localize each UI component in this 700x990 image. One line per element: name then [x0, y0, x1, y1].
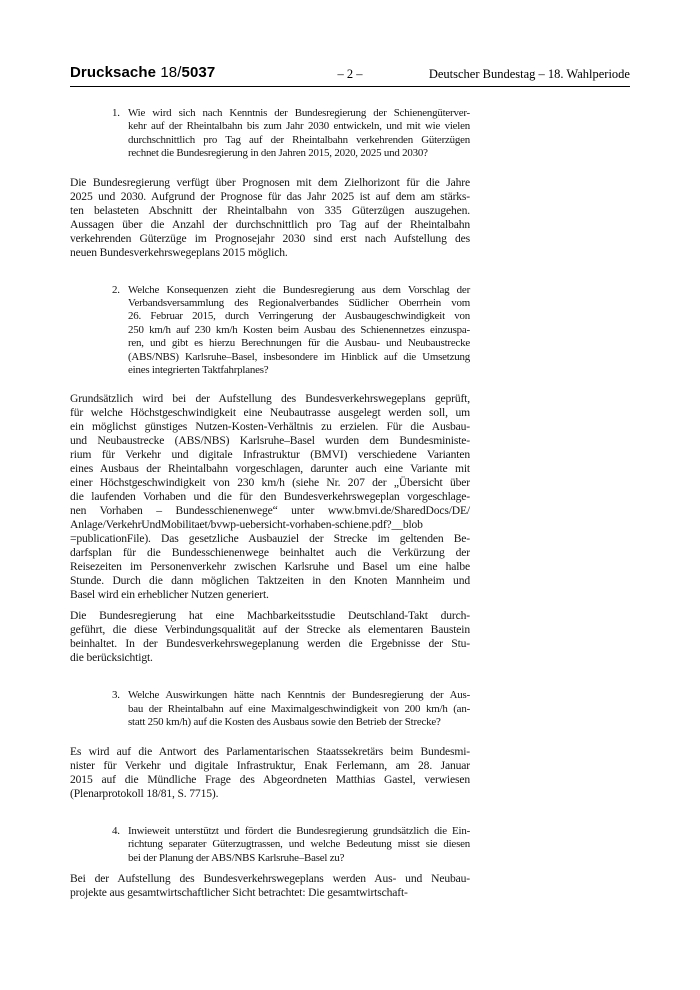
paragraph-line: Grundsätzlich wird bei der Aufstellung des Bundesverkehrswegeplans geprüft, — [70, 392, 470, 406]
paragraph-line: Anlage/VerkehrUndMobilitaet/bvwp-uebersicht-vorhaben-schiene.pdf?__blob — [70, 518, 423, 532]
question-line: eines integrierten Taktfahrplanes? — [128, 364, 269, 377]
document-body — [70, 86, 470, 900]
paragraph-line: darfsplan für die Bundesschienenwege beinhaltet auch die Verkürzung der — [70, 546, 470, 560]
question-number: 1. — [112, 107, 120, 119]
document-number-prefix: 18/ — [160, 64, 182, 81]
paragraph-line: 2025 und 2030. Aufgrund der Prognose für das Jahr 2025 ist auf dem am stärks- — [70, 189, 470, 203]
paragraph-line: rium für Verkehr und digitale Infrastruktur (BMVI) verschiedene Varianten — [70, 448, 470, 462]
question-block — [112, 689, 470, 729]
paragraph-block — [70, 872, 470, 900]
paragraph-line: =publicationFile). Das gesetzliche Ausbauziel der Strecke im geltenden Be- — [70, 532, 470, 546]
paragraph-line: beinhaltet. In der Bundesverkehrswegeplanung werden die Ergebnisse der Stu- — [70, 637, 470, 651]
question-number: 3. — [112, 689, 120, 702]
paragraph-line: Stunde. Durch die dann möglichen Taktzeiten in den Knoten Mannheim und — [70, 574, 470, 588]
paragraph-line: die berücksichtigt. — [70, 651, 153, 665]
paragraph-line: eines Ausbaus der Rheintalbahn vorgeschlagen, darunter auch eine Variante mit — [70, 462, 470, 476]
question-block — [112, 284, 470, 378]
page-number: – 2 – — [337, 67, 363, 81]
paragraph-line: Es wird auf die Antwort des Parlamentarischen Staatssekretärs beim Bundesmi- — [70, 744, 470, 758]
paragraph-line: verkehrenden Güterzüge im Prognosejahr 2030 sind erst nach Aufstellung des — [70, 231, 470, 245]
paragraph-line: projekte aus gesamtwirtschaftlicher Sicht betrachtet: Die gesamtwirtschaft- — [70, 885, 408, 899]
document-type-label: Drucksache — [70, 64, 157, 81]
paragraph-line: Aussagen über die Anzahl der durchschnittlich pro Tag auf der Rheintalbahn — [70, 217, 470, 231]
question-line: Welche Auswirkungen hätte nach Kenntnis der Bundesregierung der Aus- — [128, 689, 470, 702]
page-header — [70, 64, 630, 87]
question-line: durchschnittlich pro Tag auf der Rheintalbahn verkehrenden Güterzügen — [128, 133, 470, 146]
document-number-value: 5037 — [181, 64, 216, 81]
question-block — [112, 825, 470, 865]
paragraph-line: Basel wird ein erheblicher Nutzen generiert. — [70, 588, 269, 602]
question-line: 26. Februar 2015, durch Verringerung der Ausbaugeschwindigkeit von — [128, 310, 470, 323]
paragraph-line: geführt, die diese Verbindungsqualität auf der Strecke als elementaren Baustein — [70, 623, 470, 637]
paragraph-line: Die Bundesregierung verfügt über Prognosen mit dem Zielhorizont für die Jahre — [70, 175, 470, 189]
question-block — [112, 107, 470, 161]
paragraph-line: neuen Bundesverkehrswegeplans 2015 möglich. — [70, 245, 288, 259]
question-line: Verbandsversammlung des Regionalverbandes Südlicher Oberrhein vom — [128, 297, 470, 310]
question-line: (ABS/NBS) Karlsruhe–Basel, insbesondere im Hinblick auf die Umsetzung — [128, 350, 470, 363]
paragraph-line: einer Höchstgeschwindigkeit von 230 km/h (siehe Nr. 207 der „Übersicht über — [70, 476, 470, 490]
paragraph-block — [70, 392, 470, 602]
question-line: richtung separater Güterzugtrassen, und welche Bedeutung misst sie diesen — [128, 838, 470, 851]
question-number: 4. — [112, 824, 120, 837]
question-line: statt 250 km/h) auf die Kosten des Ausbaus sowie den Betrieb der Strecke? — [128, 716, 441, 729]
header-right-text: Deutscher Bundestag – 18. Wahlperiode — [428, 67, 630, 81]
paragraph-block — [70, 609, 470, 665]
paragraph-line: Reisezeiten im Personenverkehr zwischen Karlsruhe und Basel um eine halbe — [70, 560, 470, 574]
question-number: 2. — [112, 283, 120, 296]
question-line: bei der Planung der ABS/NBS Karlsruhe–Basel zu? — [128, 851, 345, 864]
question-line: bau der Rheintalbahn auf eine Maximalgeschwindigkeit von 200 km/h (an- — [128, 702, 470, 715]
paragraph-line: (Plenarprotokoll 18/81, S. 7715). — [70, 786, 219, 800]
paragraph-line: ein möglichst günstiges Nutzen-Kosten-Verhältnis zu erzielen. Für die Ausbau- — [70, 420, 470, 434]
question-line: kehr auf der Rheintalbahn bis zum Jahr 2030 entwickeln, und mit wie vielen — [128, 120, 470, 133]
question-line: Welche Konsequenzen zieht die Bundesregierung aus dem Vorschlag der — [128, 283, 470, 296]
question-line: ren, und gibt es hierzu Berechnungen für die Ausbau- und Neubaustrecke — [128, 337, 470, 350]
paragraph-line: 2015 auf die Mündliche Frage des Abgeordneten Matthias Gastel, verwiesen — [70, 772, 470, 786]
paragraph-line: nister für Verkehr und digitale Infrastruktur, Enak Ferlemann, am 28. Januar — [70, 758, 470, 772]
paragraph-line: nen Vorhaben – Bundesschienenwege“ unter www.bmvi.de/SharedDocs/DE/ — [70, 504, 470, 518]
paragraph-line: Die Bundesregierung hat eine Machbarkeitsstudie Deutschland-Takt durch- — [70, 609, 470, 623]
paragraph-block — [70, 745, 470, 801]
paragraph-block — [70, 176, 470, 260]
paragraph-line: Bei der Aufstellung des Bundesverkehrswegeplans werden Aus- und Neubau- — [70, 871, 470, 885]
paragraph-line: und Neubaustrecke (ABS/NBS) Karlsruhe–Basel wurden dem Bundesministe- — [70, 434, 470, 448]
paragraph-line: für welche Höchstgeschwindigkeit eine Neubautrasse ausgelegt werden soll, um — [70, 406, 470, 420]
question-line: Inwieweit unterstützt und fördert die Bundesregierung grundsätzlich die Ein- — [128, 824, 470, 837]
paragraph-line: die laufenden Vorhaben und die für den Bundesverkehrswegeplan vorgeschlage- — [70, 490, 470, 504]
paragraph-line: ten belasteten Abschnitt der Rheintalbahn von 335 Güterzügen auszugehen. — [70, 203, 470, 217]
question-line: rechnet die Bundesregierung in den Jahren 2015, 2020, 2025 und 2030? — [128, 147, 428, 160]
question-line: 250 km/h auf 230 km/h Kosten beim Ausbau des Schienennetzes einzuspa- — [128, 323, 470, 336]
question-line: Wie wird sich nach Kenntnis der Bundesregierung der Schienengüterver- — [128, 107, 470, 119]
